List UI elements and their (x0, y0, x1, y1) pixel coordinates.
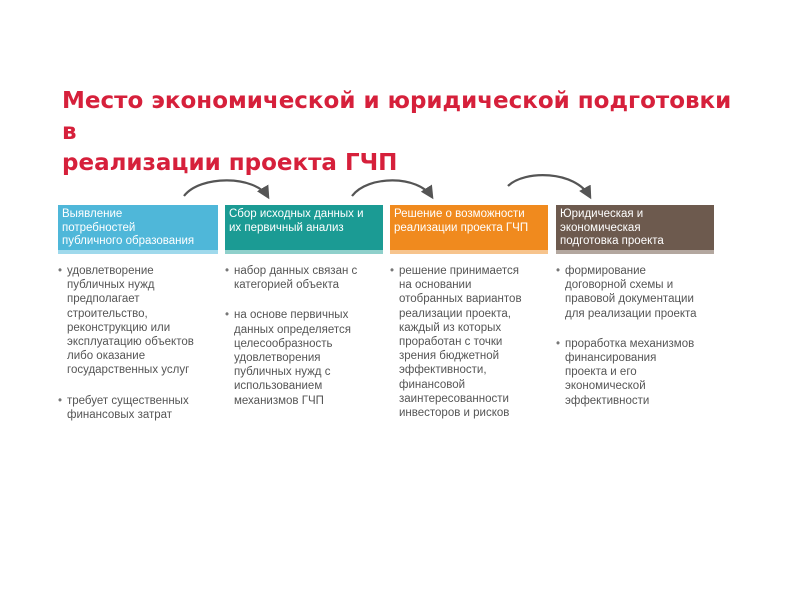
stage-1-underline (58, 250, 218, 254)
bullet-text-line: государственных услуг (67, 364, 190, 377)
stage-4-header-line: Юридическая и (560, 208, 644, 220)
list-item (390, 264, 548, 420)
bullet-text-line: каждый из которых (399, 321, 502, 334)
stage-1-header-line: потребностей (62, 221, 136, 234)
stage-1-header-line: Выявление (62, 208, 123, 220)
title-line-1: Место экономической и юридической подготовки в (62, 88, 732, 145)
bullet-text-line: инвесторов и рисков (399, 407, 510, 420)
stage-2-header-line: Сбор исходных данных и (229, 208, 364, 220)
bullet-text-line: заинтересованности (399, 392, 509, 405)
bullet-icon: • (58, 265, 63, 277)
stage-2-header-line: их первичный анализ (229, 221, 344, 234)
arrow-1-to-2 (184, 180, 268, 197)
bullet-text-line: финансирования (565, 352, 657, 365)
list-item (58, 264, 218, 378)
bullet-text-line: предполагает (67, 293, 140, 306)
bullet-text-line: данных определяется (234, 323, 351, 336)
bullet-text-line: финансовых затрат (67, 408, 173, 421)
bullet-icon: • (58, 394, 63, 407)
bullet-text-line: публичных нужд (67, 279, 155, 292)
stage-2 (225, 205, 383, 424)
bullet-icon: • (556, 265, 561, 277)
bullet-text-line: формирование (565, 265, 646, 277)
bullet-text-line: проекта и его (565, 366, 637, 379)
bullet-text-line: на основе первичных (234, 309, 349, 322)
bullet-text-line: эксплуатацию объектов (67, 336, 194, 349)
stage-4-underline (556, 250, 714, 254)
bullet-icon: • (225, 309, 230, 322)
stage-3-bullets (390, 264, 548, 420)
bullet-text-line: требует существенных (67, 394, 189, 407)
bullet-text-line: строительство, (67, 307, 148, 320)
stage-3-header (390, 205, 548, 250)
stage-4-header-line: подготовка проекта (560, 235, 664, 247)
bullet-text-line: зрения бюджетной (399, 350, 500, 363)
bullet-text-line: на основании (399, 279, 472, 292)
list-item (556, 264, 714, 321)
bullet-icon: • (556, 337, 561, 350)
stage-4-header-line: экономическая (560, 221, 641, 234)
bullet-text-line: договорной схемы и (565, 279, 674, 292)
bullet-text-line: категорией объекта (234, 279, 340, 292)
list-item (225, 264, 383, 292)
bullet-text-line: правовой документации (565, 293, 694, 306)
bullet-text-line: проработка механизмов (565, 337, 695, 350)
stage-1-header (58, 205, 218, 250)
list-item (556, 337, 714, 408)
stage-3 (390, 205, 548, 436)
stage-1 (58, 205, 218, 438)
title-line-2: реализации проекта ГЧП (62, 150, 398, 176)
stage-4-bullets (556, 264, 714, 408)
stage-3-underline (390, 250, 548, 254)
stage-3-header-line: Решение о возможности (394, 208, 525, 220)
stage-1-header-line: публичного образования (62, 235, 195, 247)
bullet-text-line: отобранных вариантов (399, 293, 522, 306)
bullet-text-line: реализации проекта, (399, 307, 511, 320)
bullet-text-line: целесообразность (234, 337, 333, 350)
bullet-text-line: реконструкцию или (67, 321, 171, 334)
bullet-text-line: проработан с точки (399, 336, 503, 349)
stage-4 (556, 205, 714, 424)
bullet-icon: • (390, 265, 395, 277)
bullet-text-line: использованием (234, 380, 323, 393)
stage-4-header (556, 205, 714, 250)
bullet-text-line: решение принимается (399, 265, 520, 277)
arrow-2-to-3 (352, 180, 432, 197)
bullet-text-line: экономической (565, 380, 646, 393)
bullet-text-line: либо оказание (67, 350, 146, 363)
bullet-text-line: удовлетворения (234, 352, 321, 365)
bullet-text-line: механизмов ГЧП (234, 394, 324, 407)
bullet-text-line: удовлетворение (67, 265, 154, 277)
stage-3-header-line: реализации проекта ГЧП (394, 221, 529, 234)
bullet-text-line: для реализации проекта (565, 307, 697, 320)
bullet-icon: • (225, 265, 230, 277)
list-item (58, 394, 218, 422)
bullet-text-line: эффективности, (399, 364, 487, 377)
bullet-text-line: эффективности (565, 394, 650, 407)
stage-2-underline (225, 250, 383, 254)
list-item (225, 308, 383, 407)
stage-2-header (225, 205, 383, 250)
bullet-text-line: финансовой (399, 378, 466, 391)
stage-1-bullets (58, 264, 218, 422)
bullet-text-line: публичных нужд с (234, 366, 331, 379)
bullet-text-line: набор данных связан с (234, 265, 358, 277)
arrow-3-to-4 (508, 175, 590, 197)
stage-2-bullets (225, 264, 383, 408)
